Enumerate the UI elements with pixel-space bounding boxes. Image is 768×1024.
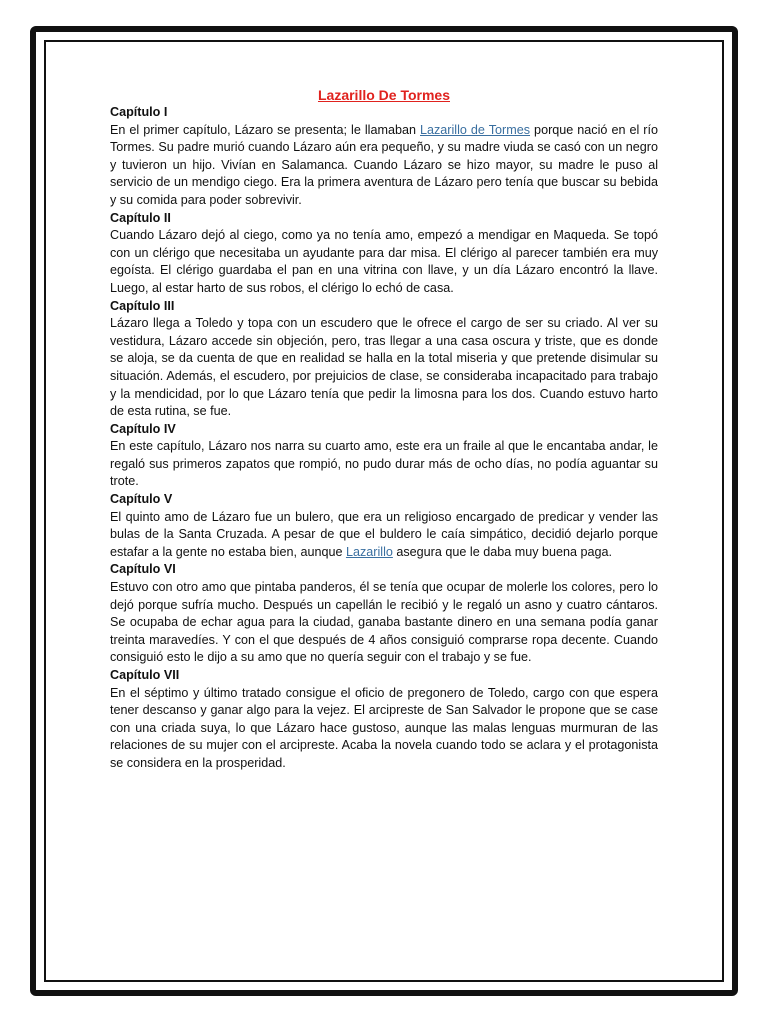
- document-title: Lazarillo De Tormes: [317, 87, 450, 103]
- chapter-paragraph: En este capítulo, Lázaro nos narra su cuarto amo, este era un fraile al que le encantaba andar, le regaló sus primeros zapatos que rompió, no pudo durar más de ocho días, no podía aguantar su trote.: [110, 439, 658, 489]
- chapter-2: [110, 210, 658, 298]
- chapter-paragraph: Estuvo con otro amo que pintaba panderos, él se tenía que ocupar de molerle los colores, pero lo dejó porque sufría mucho. Después un capellán le recibió y le regaló un asno y cuatro cántaros. Se ocupaba de echar agua para la ciudad, ganaba bastante dinero en una semana podía ganar treinta maravedíes. Y con el que después de 4 años consiguió comprarse ropa decente. Cuando consiguió esto le dijo a su amo que no quería seguir con el trabajo y se fue.: [110, 580, 658, 665]
- paragraph-text: porque nació en el río Tormes. Su padre murió cuando Lázaro aún era pequeño, y su madre viuda se casó con un negro y tuvieron un hijo. Vivían en Salamanca. Cuando Lázaro se hizo mayor, su madre le puso al servicio de un mendigo ciego. Era la primera aventura de Lázaro pero tenía que buscar su bebida y su comida para poder sobrevivir.: [110, 122, 659, 207]
- chapter-heading: Capítulo VI: [110, 562, 176, 577]
- lazarillo-de-tormes-link[interactable]: Lazarillo de Tormes: [420, 122, 531, 137]
- lazarillo-link[interactable]: Lazarillo: [345, 544, 393, 559]
- chapter-3: [110, 298, 658, 421]
- chapter-5: [110, 491, 658, 561]
- chapter-paragraph: [110, 509, 658, 562]
- paragraph-text: asegura que le daba muy buena paga.: [392, 544, 613, 559]
- chapter-paragraph: En el séptimo y último tratado consigue el oficio de pregonero de Toledo, cargo con que espera tener descanso y ganar algo para la vejez. El arcipreste de San Salvador le propone que se case con una criada suya, lo que Lázaro hace gustoso, aunque las malas lenguas murmuran de las relaciones de su mujer con el arcipreste. Acaba la novela cuando todo se aclara y el protagonista se considera en la prosperidad.: [110, 685, 658, 770]
- chapter-heading: Capítulo IV: [110, 421, 176, 436]
- chapter-paragraph: Lázaro llega a Toledo y topa con un escudero que le ofrece el cargo de ser su criado. Al ver su vestidura, Lázaro accede sin objeción, pero, tras llegar a una casa oscura y triste, que es donde se aloja, se da cuenta de que en realidad se halla en la total miseria y que pretende disimular su situación. Además, el escudero, por prejuicios de clase, se consideraba incapacitado para trabajo y la mendicidad, por lo que Lázaro tenía que pedir la limosna para los dos. Cuando estuvo harto de esta rutina, se fue.: [110, 316, 658, 419]
- chapter-6: [110, 561, 658, 667]
- chapter-4: [110, 421, 658, 491]
- chapter-heading: Capítulo I: [110, 105, 168, 119]
- chapter-heading: Capítulo VII: [110, 668, 180, 682]
- paragraph-text: En el primer capítulo, Lázaro se presenta; le llamaban: [110, 122, 420, 137]
- chapter-paragraph: Cuando Lázaro dejó al ciego, como ya no tenía amo, empezó a mendigar en Maqueda. Se topó con un clérigo que necesitaba un ayudante para dar misa. El clérigo al parecer también era muy egoísta. El clérigo guardaba el pan en una vitrina con llave, y un día Lázaro encontró la llave. Luego, al estar harto de sus robos, el clérigo lo echó de casa.: [110, 228, 658, 295]
- document-body: [110, 86, 658, 773]
- paragraph-text: El quinto amo de Lázaro fue un bulero, que era un religioso encargado de predicar y vender las bulas de la Santa Cruzada. A pesar de que el buldero le caía simpático, decidió dejarlo porque estafar a la gente no estaba bien, aunque: [110, 509, 658, 559]
- chapter-heading: Capítulo V: [110, 492, 173, 507]
- chapter-paragraph: [110, 122, 658, 210]
- chapter-1: [110, 104, 658, 210]
- chapter-heading: Capítulo III: [110, 298, 175, 313]
- chapter-heading: Capítulo II: [110, 210, 171, 225]
- chapter-7: [110, 667, 658, 773]
